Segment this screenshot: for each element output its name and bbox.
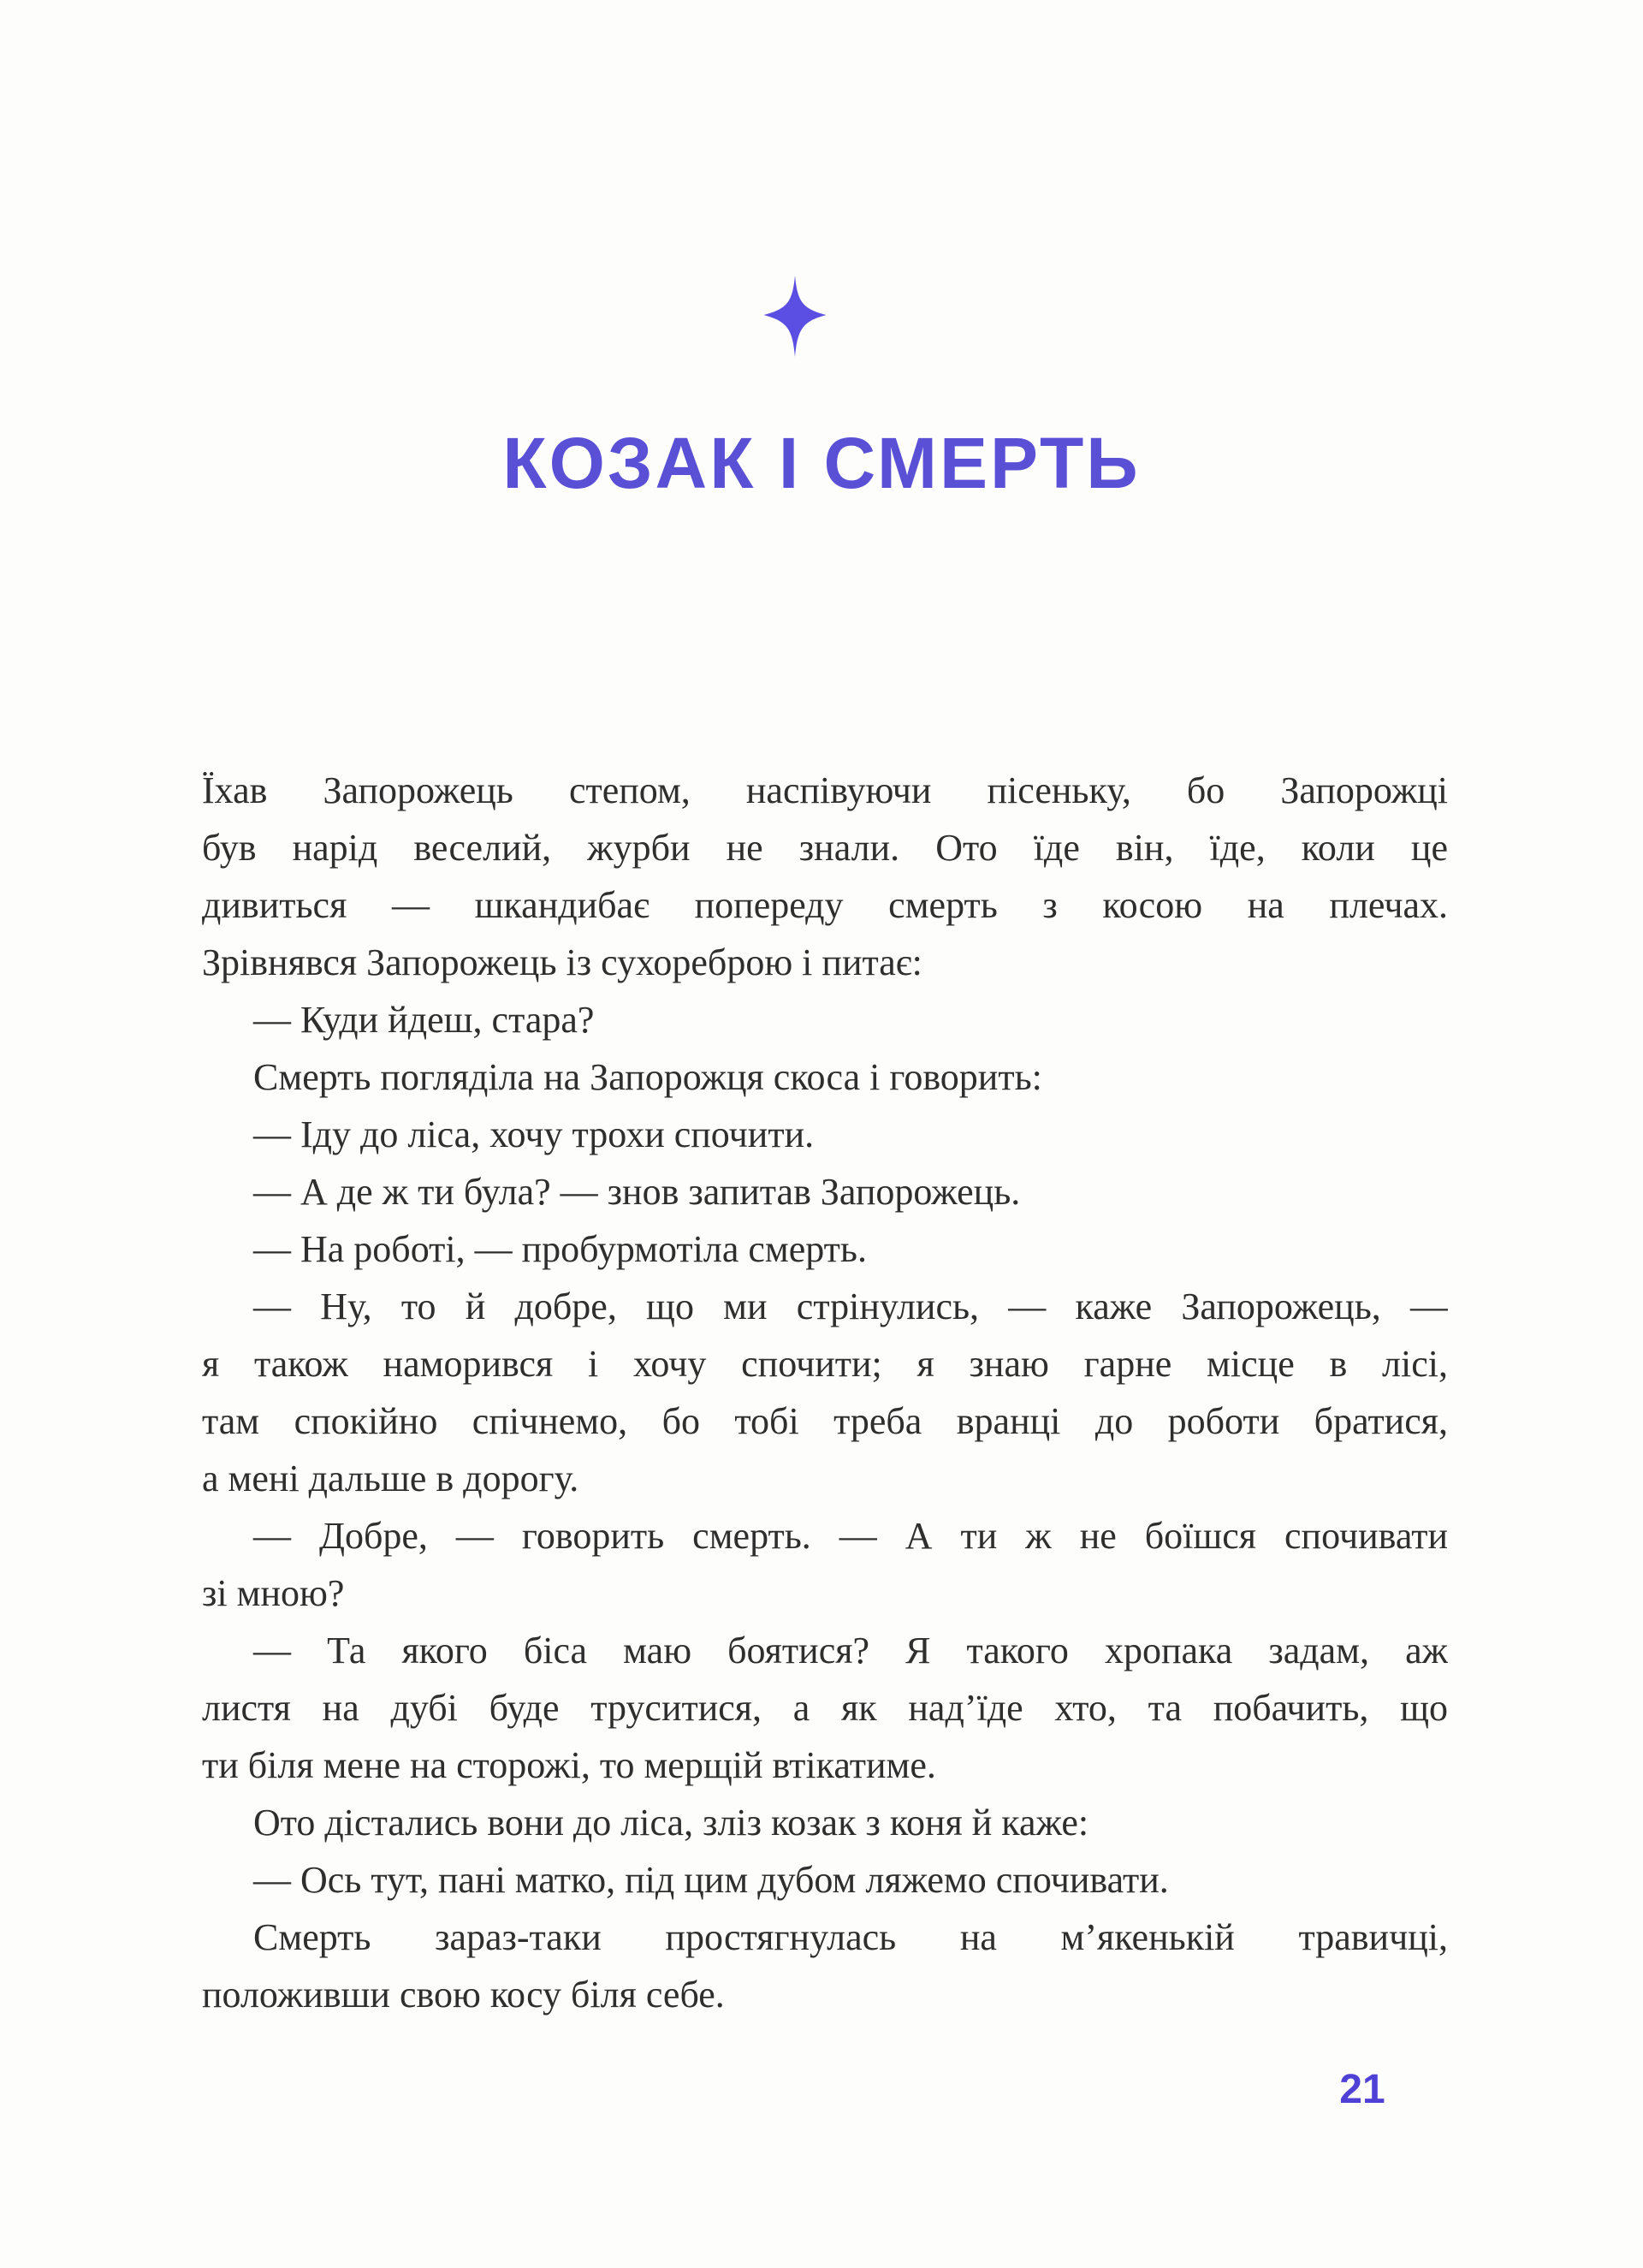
text-line: Зрівнявся Запорожець із сухореброю і питає: (202, 941, 922, 983)
text-line: положивши свою косу біля себе. (202, 1974, 725, 2016)
text-line: листя на дубі буде труситися, а як над’їде хто, та побачить, що (202, 1687, 1448, 1729)
text-line: був нарід веселий, журби не знали. Ото їде він, їде, коли це (202, 827, 1448, 869)
story-text (202, 762, 1448, 2023)
page-number: 21 (1339, 2067, 1385, 2112)
text-line: — Добре, — говорить смерть. — А ти ж не боїшся спочивати (253, 1515, 1448, 1557)
text-line: я також наморився і хочу спочити; я знаю гарне місце в лісі, (202, 1343, 1448, 1385)
text-line: зі мною? (202, 1572, 345, 1614)
text-line: Смерть погляділа на Запорожця скоса і говорить: (253, 1056, 1042, 1098)
text-line: — Ось тут, пані матко, під цим дубом ляжемо спочивати. (253, 1859, 1169, 1901)
text-line: — На роботі, — пробурмотіла смерть. (253, 1228, 867, 1270)
text-line: а мені дальше в дорогу. (202, 1458, 579, 1499)
sparkle-shape (763, 276, 826, 357)
sparkle-icon (762, 276, 827, 357)
text-line: — Куди йдеш, стара? (253, 999, 595, 1041)
text-line: дивиться — шкандибає попереду смерть з косою на плечах. (202, 884, 1448, 926)
text-line: — Та якого біса маю боятися? Я такого хропака задам, аж (253, 1630, 1448, 1671)
text-line: Їхав Запорожець степом, наспівуючи пісеньку, бо Запорожці (202, 769, 1448, 811)
text-line: ти біля мене на сторожі, то мерщій втікатиме. (202, 1744, 936, 1786)
text-line: Смерть зараз-таки простягнулась на м’якенькій травичці, (253, 1916, 1448, 1958)
text-line: — Ну, то й добре, що ми стрінулись, — каже Запорожець, — (253, 1285, 1448, 1327)
text-line: — Іду до ліса, хочу трохи спочити. (253, 1113, 815, 1155)
text-line: Ото дістались вони до ліса, зліз козак з коня й каже: (253, 1802, 1089, 1843)
text-line: — А де ж ти була? — знов запитав Запорожець. (253, 1171, 1021, 1213)
chapter-title: КОЗАК І СМЕРТЬ (502, 423, 1141, 503)
text-line: там спокійно спічнемо, бо тобі треба вранці до роботи братися, (202, 1400, 1448, 1442)
